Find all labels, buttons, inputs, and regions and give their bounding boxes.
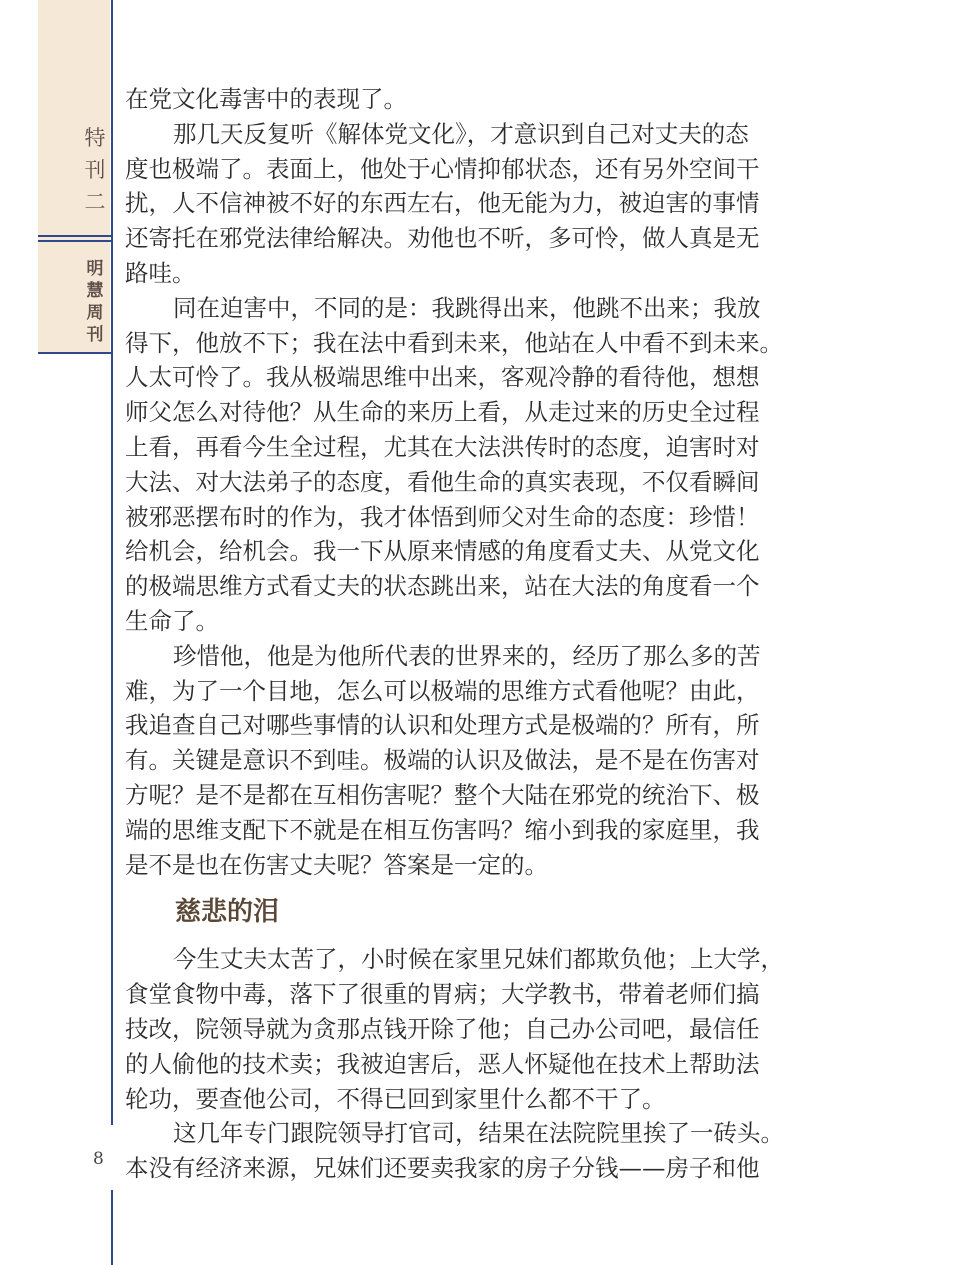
text-line: 的极端思维方式看丈夫的状态跳出来，站在大法的角度看一个 — [125, 572, 760, 601]
paragraph — [125, 117, 849, 291]
sidebar-char: 刊 — [84, 158, 106, 182]
text-line: 有。关键是意识不到哇。极端的认识及做法，是不是在伤害对 — [125, 746, 760, 775]
text-line: 方呢？是不是都在互相伤害呢？整个大陆在邪党的统治下、极 — [125, 780, 760, 809]
text-line: 今生丈夫太苦了，小时候在家里兄妹们都欺负他；上大学， — [173, 945, 784, 974]
text-line: 生命了。 — [125, 606, 219, 635]
text-line: 端的思维支配下不就是在相互伤害吗？缩小到我的家庭里，我 — [125, 815, 760, 844]
text-line: 难，为了一个目地，怎么可以极端的思维方式看他呢？由此， — [125, 676, 760, 705]
text-line: 技改，院领导就为贪那点钱开除了他；自己办公司吧，最信任 — [125, 1014, 760, 1043]
text-line: 上看，再看今生全过程，尤其在大法洪传时的态度，迫害时对 — [125, 432, 760, 461]
margin-rule — [111, 1190, 113, 1265]
page-number: 8 — [93, 1149, 104, 1169]
text-line: 这几年专门跟院领导打官司，结果在法院院里挨了一砖头。 — [173, 1119, 784, 1148]
sidebar-divider — [38, 352, 112, 354]
text-line: 得下，他放不下；我在法中看到未来，他站在人中看不到未来。 — [125, 328, 783, 357]
text-line: 被邪恶摆布时的作为，我才体悟到师父对生命的态度：珍惜！ — [125, 502, 760, 531]
text-line: 给机会，给机会。我一下从原来情感的角度看丈夫、从党文化 — [125, 537, 760, 566]
sidebar-char: 二 — [84, 190, 106, 214]
paragraph — [125, 291, 849, 639]
sidebar-divider — [38, 240, 112, 242]
text-line: 扰，人不信神被不好的东西左右，他无能为力，被迫害的事情 — [125, 189, 760, 218]
text-line: 珍惜他，他是为他所代表的世界来的，经历了那么多的苦 — [173, 641, 761, 670]
text-line: 师父怎么对待他？从生命的来历上看，从走过来的历史全过程 — [125, 398, 760, 427]
sidebar-char: 慧 — [86, 281, 104, 301]
text-line: 是不是也在伤害丈夫呢？答案是一定的。 — [125, 850, 548, 879]
sidebar-char: 明 — [86, 259, 104, 279]
paragraph — [125, 82, 849, 117]
sidebar-char: 周 — [86, 303, 104, 323]
text-line: 同在迫害中，不同的是：我跳得出来，他跳不出来；我放 — [173, 293, 761, 322]
text-line: 轮功，要查他公司，不得已回到家里什么都不干了。 — [125, 1084, 666, 1113]
text-line: 人太可怜了。我从极端思维中出来，客观冷静的看待他，想想 — [125, 363, 760, 392]
margin-rule — [111, 0, 113, 1125]
sidebar-publication-label — [80, 258, 110, 346]
section-heading: 慈悲的泪 — [175, 897, 280, 928]
text-line: 的人偷他的技术卖；我被迫害后，恶人怀疑他在技术上帮助法 — [125, 1049, 760, 1078]
text-line: 大法、对大法弟子的态度，看他生命的真实表现，不仅看瞬间 — [125, 467, 760, 496]
text-line: 还寄托在邪党法律给解决。劝他也不听，多可怜，做人真是无 — [125, 224, 760, 253]
sidebar-char: 刊 — [86, 325, 104, 345]
paragraph — [125, 942, 849, 1116]
article-body — [125, 82, 849, 1186]
text-line: 在党文化毒害中的表现了。 — [125, 85, 407, 113]
text-line: 路哇。 — [125, 258, 196, 287]
text-line: 本没有经济来源，兄妹们还要卖我家的房子分钱——房子和他 — [125, 1154, 760, 1183]
text-line: 食堂食物中毒，落下了很重的胃病；大学教书，带着老师们搞 — [125, 980, 760, 1009]
paragraph — [125, 1116, 849, 1186]
text-line: 度也极端了。表面上，他处于心情抑郁状态，还有另外空间干 — [125, 154, 760, 183]
paragraph — [125, 639, 849, 883]
sidebar-divider — [38, 235, 112, 237]
text-line: 那几天反复听《解体党文化》，才意识到自己对丈夫的态 — [173, 119, 749, 148]
sidebar-char: 特 — [84, 126, 106, 150]
text-line: 我追查自己对哪些事情的认识和处理方式是极端的？所有，所 — [125, 711, 760, 740]
sidebar-issue-label — [80, 122, 110, 218]
